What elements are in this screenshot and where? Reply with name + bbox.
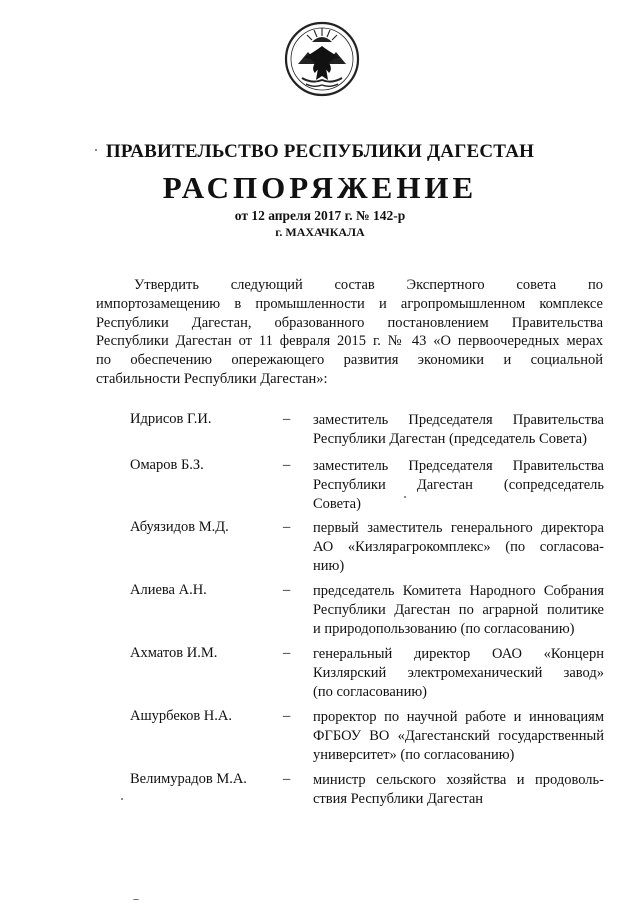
- member-name: Идрисов Г.И.: [130, 411, 212, 427]
- member-role-line: Республики Дагестан (сопредседатель: [313, 476, 604, 493]
- intro-line: стабильности Республики Дагестан»:: [96, 370, 328, 387]
- member-role: [313, 771, 604, 809]
- member-role-line: Кизлярский электромеханический завод»: [313, 664, 604, 681]
- member-role-line: нию): [313, 557, 345, 574]
- scan-speck: [133, 899, 139, 900]
- member-dash: –: [283, 457, 291, 473]
- intro-line: по обеспечению опережающего развития экономики и социальной: [96, 352, 603, 369]
- member-name: Абуязидов М.Д.: [130, 519, 229, 535]
- member-name: Ахматов И.М.: [130, 645, 218, 661]
- member-name: Алиева А.Н.: [130, 582, 207, 598]
- member-role-line: проректор по научной работе и инновациям: [313, 709, 604, 725]
- member-role-line: АО «Кизлярагрокомплекс» (по согласова-: [313, 538, 604, 555]
- member-role-line: университет» (по согласованию): [313, 746, 515, 763]
- member-name: Омаров Б.З.: [130, 457, 204, 473]
- member-role-line: Республики Дагестан (председатель Совета): [313, 430, 587, 447]
- member-role-line: и природопользованию (по согласованию): [313, 620, 575, 637]
- member-role: [313, 411, 604, 449]
- member-role-line: заместитель Председателя Правительства: [313, 458, 604, 474]
- document-city: г. МАХАЧКАЛА: [275, 225, 365, 239]
- member-role-line: (по согласованию): [313, 683, 427, 700]
- member-role: [313, 519, 604, 575]
- member-role: [313, 457, 604, 513]
- member-role: [313, 645, 604, 701]
- member-dash: –: [283, 411, 291, 427]
- member-name: Велимурадов М.А.: [130, 771, 247, 787]
- scan-speck: [95, 149, 97, 151]
- member-role-line: Республики Дагестан по аграрной политике: [313, 601, 604, 618]
- member-role-line: министр сельского хозяйства и продоволь-: [313, 772, 604, 788]
- member-role-line: ствия Республики Дагестан: [313, 790, 484, 807]
- scan-speck: [404, 496, 406, 498]
- member-dash: –: [283, 771, 291, 787]
- scan-speck: [121, 798, 123, 800]
- member-role: [313, 582, 604, 638]
- member-dash: –: [283, 519, 291, 535]
- document-date-number: от 12 апреля 2017 г. № 142-р: [234, 208, 406, 223]
- member-role-line: Совета): [313, 495, 361, 512]
- member-role-line: председатель Комитета Народного Собрания: [313, 583, 604, 599]
- member-role-line: первый заместитель генерального директора: [313, 520, 604, 536]
- document-type-title: РАСПОРЯЖЕНИЕ: [162, 170, 478, 205]
- member-role: [313, 708, 604, 764]
- member-role-line: генеральный директор ОАО «Концерн: [313, 646, 604, 662]
- member-dash: –: [283, 645, 291, 661]
- member-role-line: ФГБОУ ВО «Дагестанский государственный: [313, 727, 604, 744]
- member-dash: –: [283, 708, 291, 724]
- intro-line: импортозамещению в промышленности и агропромышленном комплексе: [96, 295, 603, 312]
- intro-line: Республики Дагестан, образованного постановлением Правительства: [96, 314, 603, 331]
- member-dash: –: [283, 582, 291, 598]
- intro-line: Утвердить следующий состав Экспертного совета по: [134, 277, 603, 293]
- member-name: Ашурбеков Н.А.: [130, 708, 232, 724]
- intro-line: Республики Дагестан от 11 февраля 2015 г. № 43 «О первоочередных мерах: [96, 333, 603, 350]
- government-title: ПРАВИТЕЛЬСТВО РЕСПУБЛИКИ ДАГЕСТАН: [105, 141, 535, 162]
- member-role-line: заместитель Председателя Правительства: [313, 412, 604, 428]
